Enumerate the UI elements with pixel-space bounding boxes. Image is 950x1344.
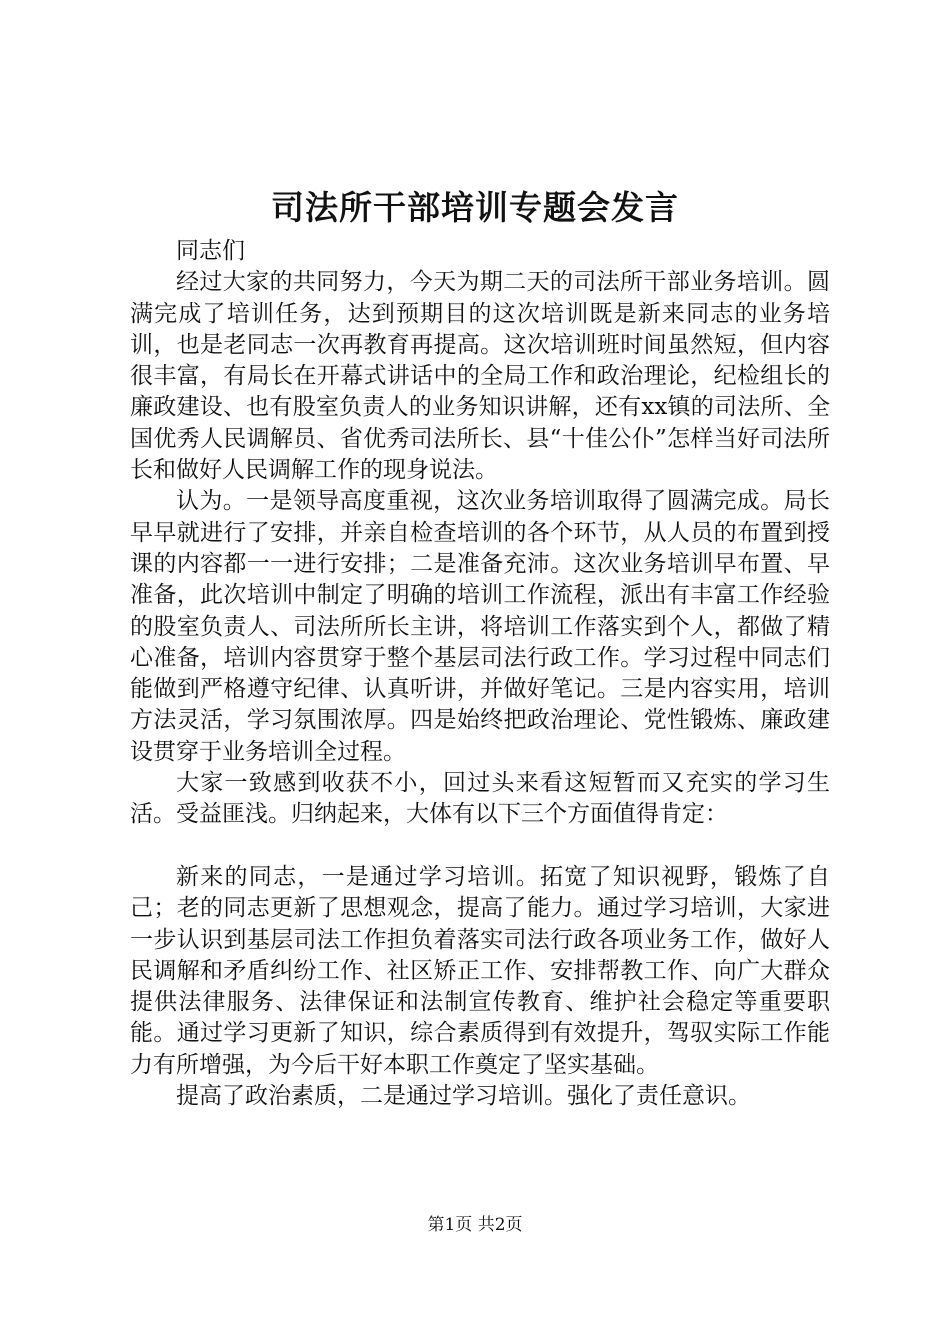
paragraph-4: 新来的同志，一是通过学习培训。拓宽了知识视野，锻炼了自己；老的同志更新了思想观念，提高了能力。通过学习培训，大家进一步认识到基层司法工作担负着落实司法行政各项业务工作，做好人民调解和矛盾纠纷工作、社区矫正工作、安排帮教工作、向广大群众提供法律服务、法律保证和法制宣传教育、维护社会稳定等重要职能。通过学习更新了知识，综合素质得到有效提升，驾驭实际工作能力有所增强，为今后干好本职工作奠定了坚实基础。: [130, 863, 830, 1078]
page-footer: 第1页 共2页: [427, 1215, 523, 1235]
paragraph-2: 认为。一是领导高度重视，这次业务培训取得了圆满完成。局长早早就进行了安排，并亲自检查培训的各个环节，从人员的布置到授课的内容都一一进行安排；二是准备充沛。这次业务培训早布置、早准备，此次培训中制定了明确的培训工作流程，派出有丰富工作经验的股室负责人、司法所所长主讲，将培训工作落实到个人，都做了精心准备，培训内容贯穿于整个基层司法行政工作。学习过程中同志们能做到严格遵守纪律、认真听讲，并做好笔记。三是内容实用，培训方法灵活，学习氛围浓厚。四是始终把政治理论、党性锻炼、廉政建设贯穿于业务培训全过程。: [130, 488, 830, 765]
paragraph-3: 大家一致感到收获不小，回过头来看这短暂而又充实的学习生活。受益匪浅。归纳起来，大体有以下三个方面值得肯定：: [130, 770, 830, 828]
salutation: 同志们: [176, 238, 245, 264]
document-body: [130, 236, 830, 1112]
paragraph-1: 经过大家的共同努力，今天为期二天的司法所干部业务培训。圆满完成了培训任务，达到预期目的这次培训既是新来同志的业务培训，也是老同志一次再教育再提高。这次培训班时间虽然短，但内容很丰富，有局长在开幕式讲话中的全局工作和政治理论，纪检组长的廉政建设、也有股室负责人的业务知识讲解，还有xx镇的司法所、全国优秀人民调解员、省优秀司法所长、县“十佳公仆”怎样当好司法所长和做好人民调解工作的现身说法。: [130, 269, 830, 484]
document-title: 司法所干部培训专题会发言: [271, 188, 679, 227]
paragraph-5: 提高了政治素质，二是通过学习培训。强化了责任意识。: [176, 1083, 751, 1110]
blank-line: [130, 831, 830, 862]
